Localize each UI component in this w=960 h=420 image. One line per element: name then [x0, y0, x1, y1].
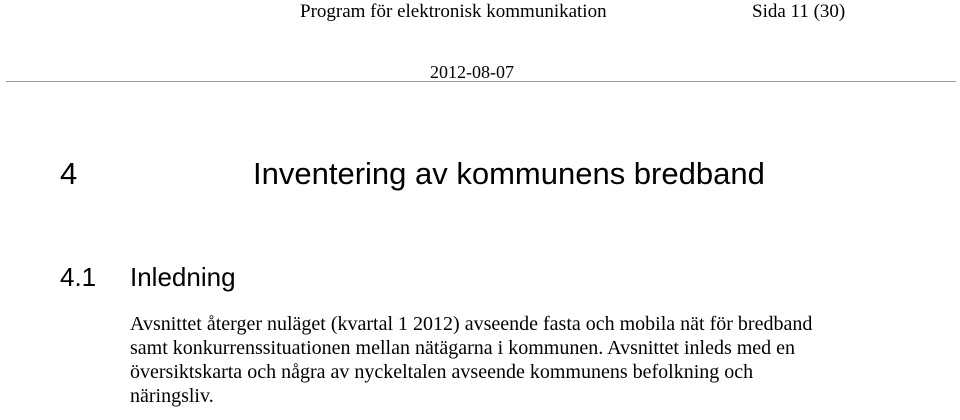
- body-line: samt konkurrenssituationen mellan nätägarna i kommunen. Avsnittet inleds med en: [130, 337, 796, 359]
- body-line: översiktskarta och några av nyckeltalen avseende kommunens befolkning och: [130, 361, 754, 383]
- body-line: näringsliv.: [130, 385, 214, 407]
- header-divider: [6, 81, 956, 82]
- section-title: Inledning: [130, 262, 236, 292]
- body-line: Avsnittet återger nuläget (kvartal 1 2012) avseende fasta och mobila nät för bredband: [130, 313, 813, 335]
- document-date: 2012-08-07: [430, 62, 514, 82]
- page-number: Sida 11 (30): [752, 1, 846, 22]
- body-paragraph: [130, 312, 930, 408]
- document-header-title: Program för elektronisk kommunikation: [300, 1, 607, 22]
- chapter-number: 4: [60, 156, 78, 191]
- section-number: 4.1: [60, 262, 97, 292]
- chapter-title: Inventering av kommunens bredband: [253, 156, 765, 191]
